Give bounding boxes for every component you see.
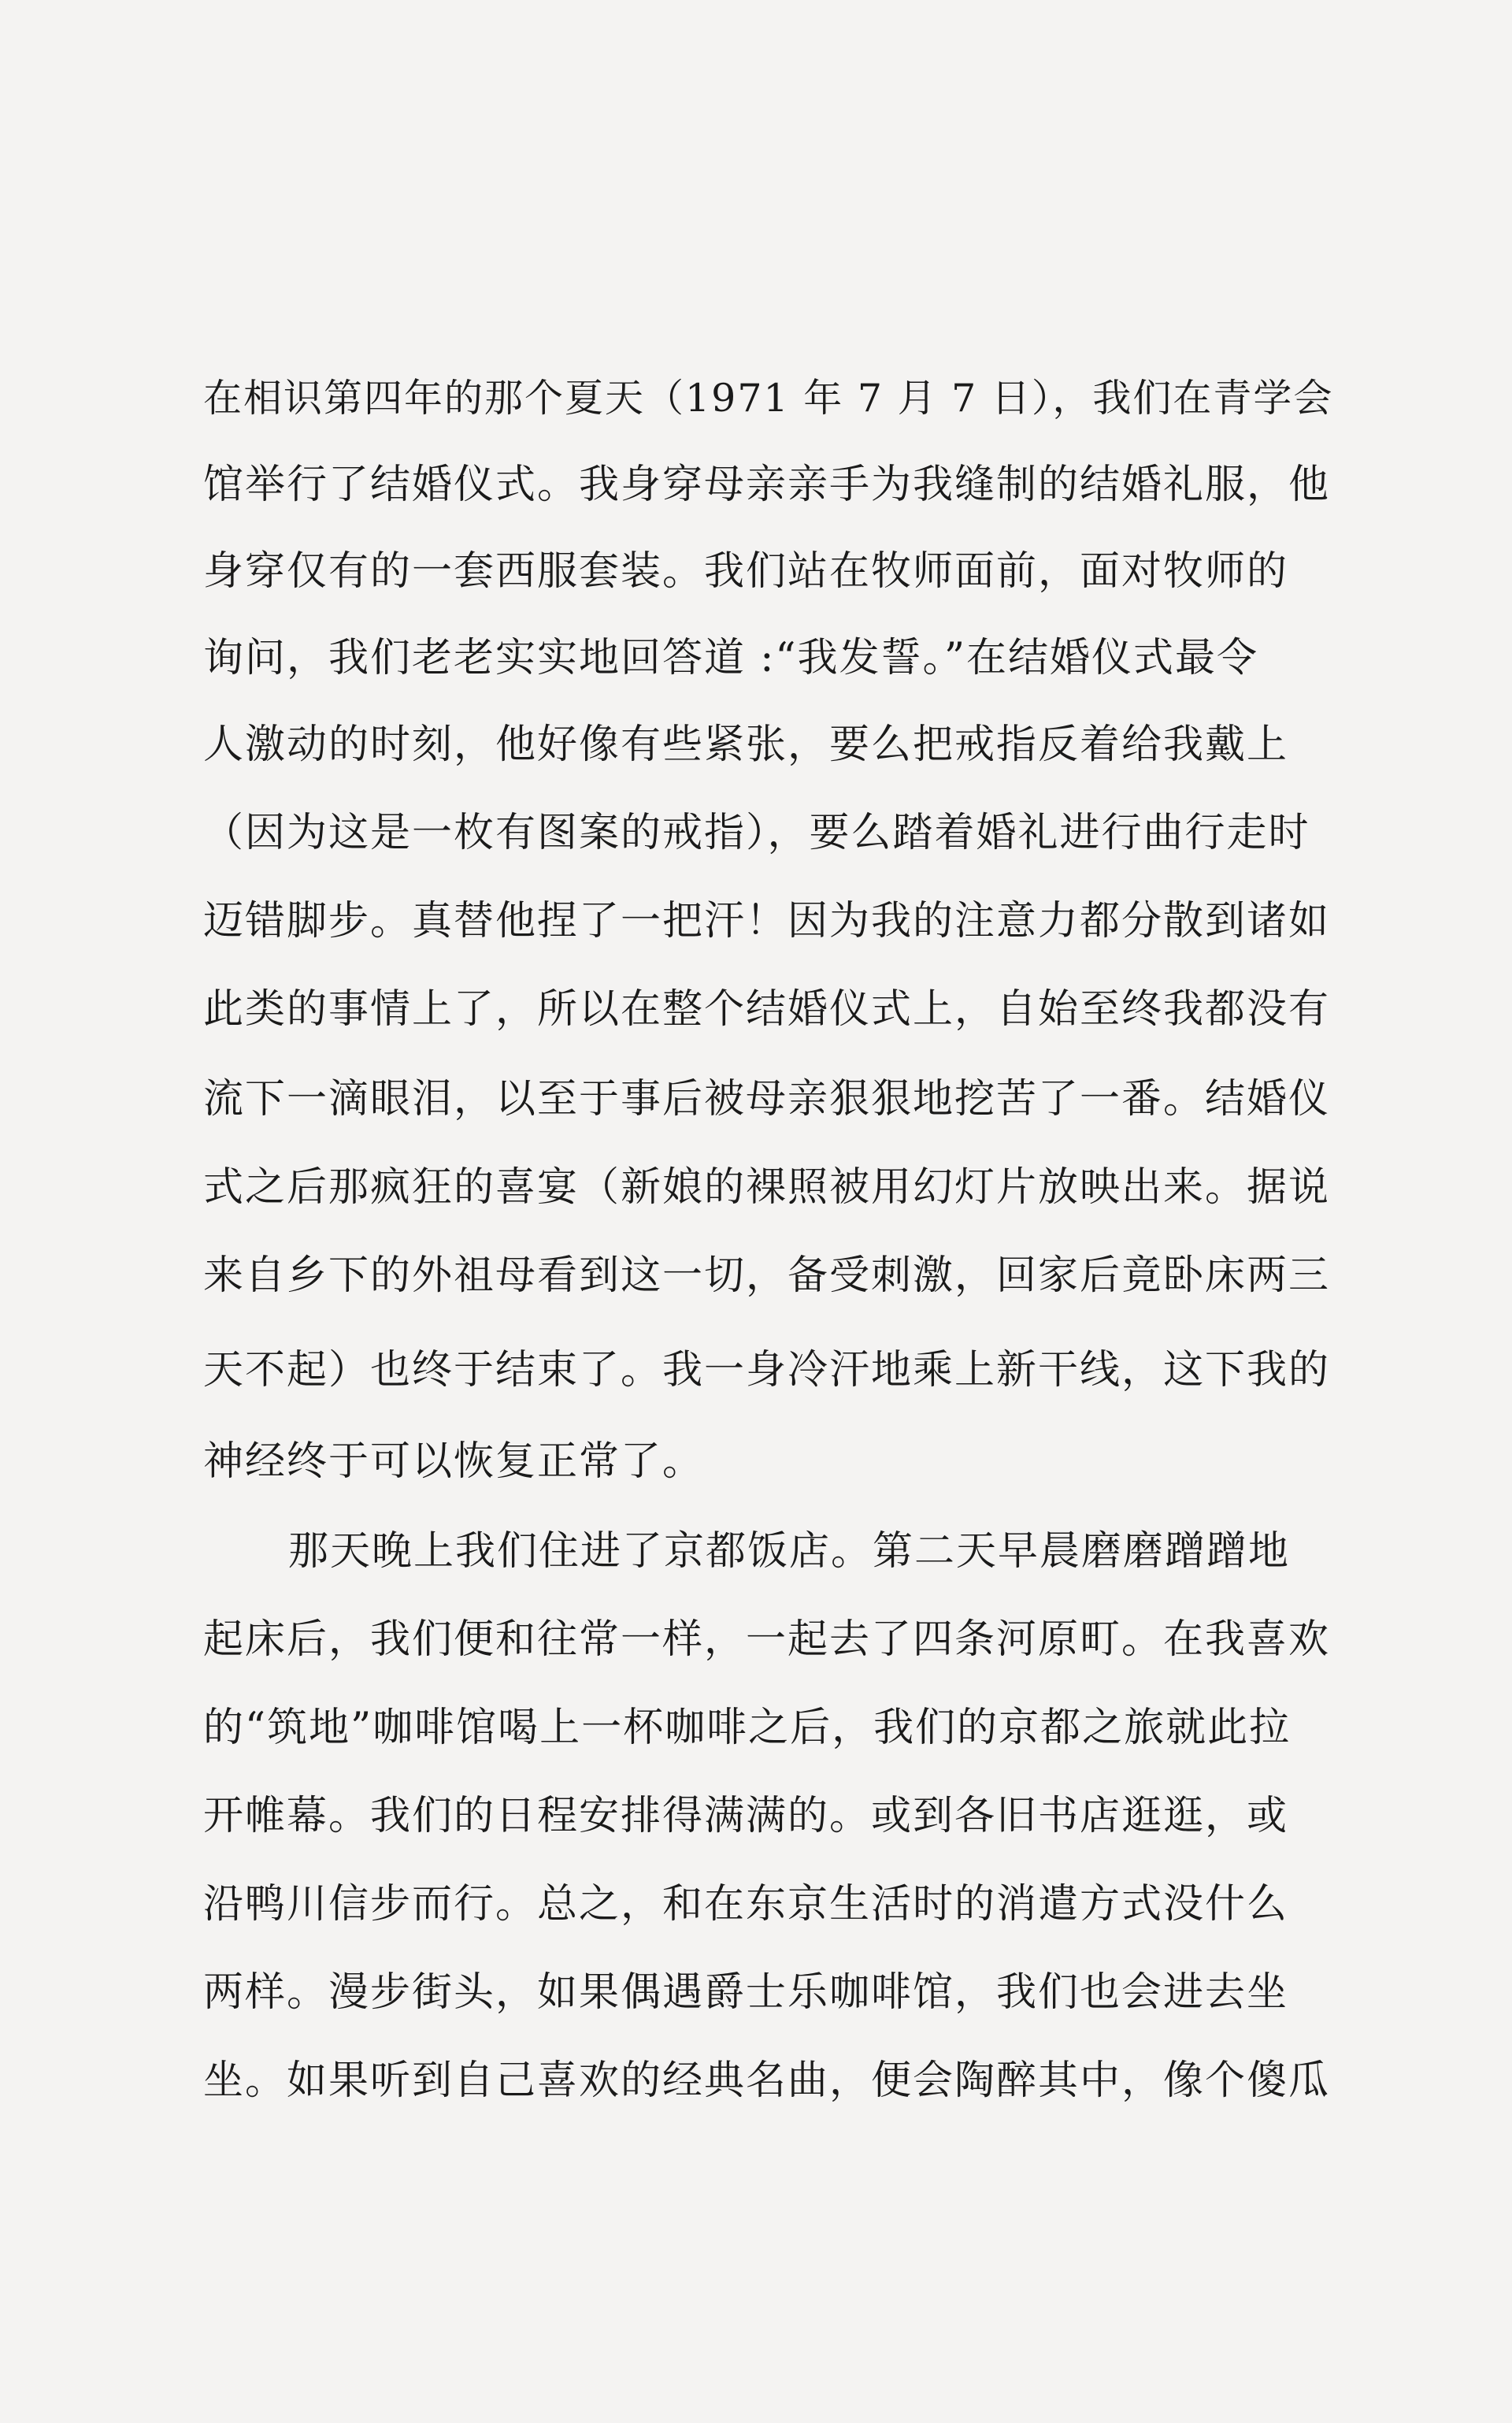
text-line: 神经终于可以恢复正常了。 xyxy=(203,1438,705,1485)
text-line: 流下一滴眼泪，以至于事后被母亲狠狠地挖苦了一番。结婚仪 xyxy=(203,1076,1331,1122)
text-line: 式之后那疯狂的喜宴（新娘的裸照被用幻灯片放映出来。据说 xyxy=(203,1164,1331,1211)
text-line: 天不起）也终于结束了。我一身冷汗地乘上新干线，这下我的 xyxy=(203,1347,1331,1393)
text-line: 来自乡下的外祖母看到这一切，备受刺激，回家后竟卧床两三 xyxy=(203,1252,1331,1299)
text-line: 身穿仅有的一套西服套装。我们站在牧师面前，面对牧师的 xyxy=(203,548,1289,595)
text-line: 坐。如果听到自己喜欢的经典名曲，便会陶醉其中，像个傻瓜 xyxy=(203,2058,1331,2104)
text-line: 此类的事情上了，所以在整个结婚仪式上，自始至终我都没有 xyxy=(203,986,1331,1033)
text-line: 起床后，我们便和往常一样，一起去了四条河原町。在我喜欢 xyxy=(203,1616,1331,1663)
text-line: 那天晚上我们住进了京都饭店。第二天早晨磨磨蹭蹭地 xyxy=(288,1528,1291,1575)
text-line: 迈错脚步。真替他捏了一把汗！因为我的注意力都分散到诸如 xyxy=(203,898,1331,944)
text-line: 馆举行了结婚仪式。我身穿母亲亲手为我缝制的结婚礼服，他 xyxy=(203,462,1331,508)
text-line: 开帷幕。我们的日程安排得满满的。或到各旧书店逛逛，或 xyxy=(203,1793,1289,1839)
text-line: 沿鸭川信步而行。总之，和在东京生活时的消遣方式没什么 xyxy=(203,1881,1289,1928)
text-line: 两样。漫步街头，如果偶遇爵士乐咖啡馆，我们也会进去坐 xyxy=(203,1969,1289,2016)
text-line: 在相识第四年的那个夏天（1971 年 7 月 7 日），我们在青学会 xyxy=(203,376,1334,421)
text-line: （因为这是一枚有图案的戒指），要么踏着婚礼进行曲行走时 xyxy=(203,810,1310,856)
text-line: 的“筑地”咖啡馆喝上一杯咖啡之后，我们的京都之旅就此拉 xyxy=(203,1705,1292,1751)
text-line: 询问，我们老老实实地回答道 :“我发誓。”在结婚仪式最令 xyxy=(203,635,1259,681)
text-line: 人激动的时刻，他好像有些紧张，要么把戒指反着给我戴上 xyxy=(203,722,1289,768)
